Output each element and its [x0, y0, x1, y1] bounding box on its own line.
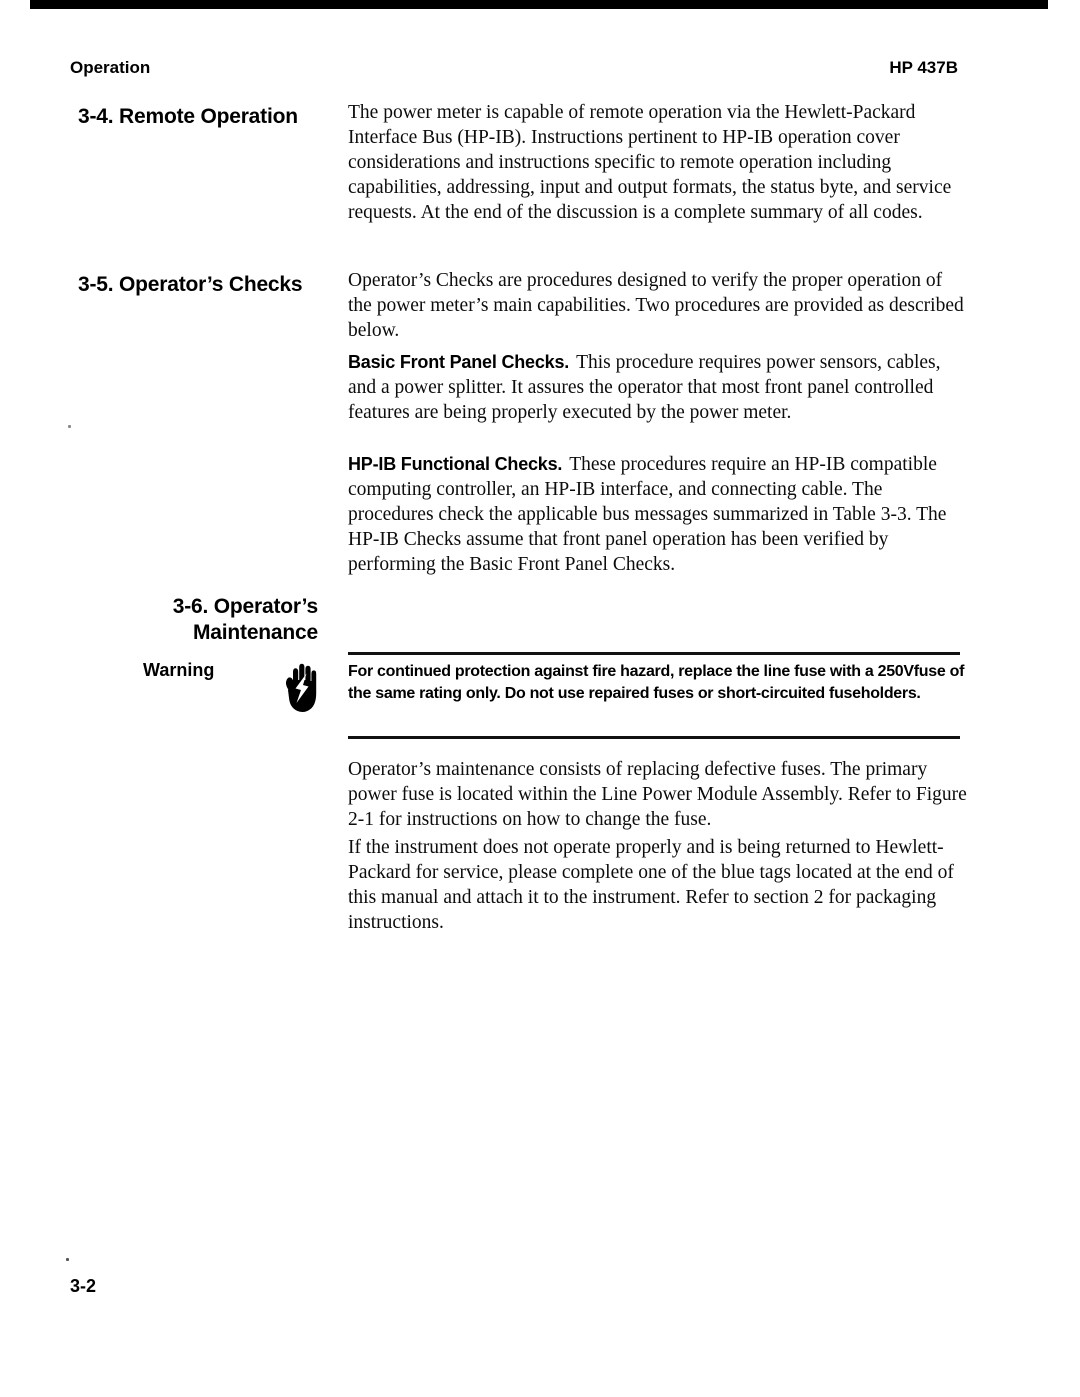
basic-front-panel-checks-paragraph	[348, 350, 970, 425]
section-3-5-intro: Operator’s Checks are procedures designed to verify the proper operation of the power meter’s main capabilities. Two procedures are provided as described below.	[348, 270, 964, 341]
section-3-6-paragraph-1: Operator’s maintenance consists of replacing defective fuses. The primary power fuse is located within the Line Power Module Assembly. Refer to Figure 2-1 for instructions on how to change the fuse.	[348, 759, 967, 830]
warning-rule-bottom	[348, 736, 960, 739]
page-number: 3-2	[70, 1276, 97, 1296]
scan-speck	[66, 1258, 69, 1261]
section-heading-3-6	[78, 594, 318, 645]
basic-front-panel-checks-lead: Basic Front Panel Checks.	[348, 352, 570, 372]
warning-rule-top	[348, 652, 960, 655]
scan-artifact-bar	[30, 0, 1048, 9]
warning-text: For continued protection against fire hazard, replace the line fuse with a 250Vfuse of the same rating only. Do not use repaired fuses or short-circuited fuseholders.	[348, 663, 965, 702]
warning-label: Warning	[143, 660, 215, 680]
section-3-6-paragraph-2: If the instrument does not operate properly and is being returned to Hewlett-Packard for service, please complete one of the blue tags located at the end of this manual and attach it to the instrument. Refer to section 2 for packaging instructions.	[348, 837, 954, 933]
basic-front-panel-checks-text: This procedure requires power sensors, cables, and a power splitter. It assures the operator that most front panel controlled features are being properly executed by the power meter.	[348, 352, 941, 423]
running-header-left: Operation	[70, 58, 151, 77]
hpib-functional-checks-text: These procedures require an HP-IB compatible computing controller, an HP-IB interface, and connecting cable. The procedures check the applicable bus messages summarized in Table 3-3. The HP-IB Checks assume that front panel operation has been verified by performing the Basic Front Panel Checks.	[348, 454, 947, 575]
section-3-4-body: The power meter is capable of remote operation via the Hewlett-Packard Interface Bus (HP-IB). Instructions pertinent to HP-IB operation cover considerations and instructions specific to remote operation including capabilities, addressing, input and output formats, the status byte, and service requests. At the end of the discussion is a complete summary of all codes.	[348, 102, 952, 223]
section-heading-3-5: 3-5. Operator’s Checks	[78, 273, 303, 296]
section-heading-3-6-line2: Maintenance	[193, 620, 318, 644]
hpib-functional-checks-lead: HP-IB Functional Checks.	[348, 454, 563, 474]
section-heading-3-4: 3-4. Remote Operation	[78, 105, 298, 128]
section-heading-3-6-line1: 3-6. Operator’s	[172, 595, 318, 618]
running-header-right: HP 437B	[889, 58, 958, 77]
electric-shock-hand-icon	[284, 662, 318, 714]
scan-speck	[68, 425, 71, 428]
hpib-functional-checks-paragraph	[348, 452, 970, 577]
